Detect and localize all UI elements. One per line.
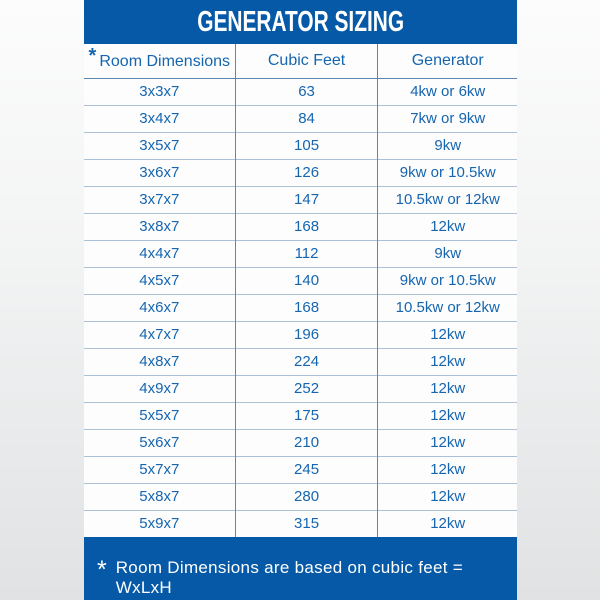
table-row [84,429,517,456]
room-dimensions-cell: 3x3x7 [84,78,235,105]
generator-cell: 12kw [378,483,517,510]
table-row [84,159,517,186]
table-row [84,294,517,321]
column-header-label: Generator [411,51,484,69]
room-dimensions-cell: 4x5x7 [84,267,235,294]
room-dimensions-cell: 5x5x7 [84,402,235,429]
cubic-feet-cell: 112 [235,240,378,267]
generator-cell: 12kw [378,402,517,429]
generator-cell: 12kw [378,321,517,348]
cubic-feet-cell: 280 [235,483,378,510]
column-header-label: Room Dimensions [99,53,231,71]
room-dimensions-cell: 3x4x7 [84,105,235,132]
column-header-room-dimensions [84,44,235,78]
footnote [84,537,517,600]
generator-cell: 7kw or 9kw [378,105,517,132]
table-header [84,44,517,78]
page-title: GENERATOR SIZING [197,5,404,38]
column-header-label: Cubic Feet [267,51,346,69]
generator-cell: 4kw or 6kw [378,78,517,105]
generator-cell: 12kw [378,375,517,402]
room-dimensions-cell: 5x6x7 [84,429,235,456]
table-row [84,267,517,294]
generator-cell: 9kw [378,240,517,267]
room-dimensions-cell: 3x8x7 [84,213,235,240]
table-row [84,78,517,105]
room-dimensions-cell: 4x9x7 [84,375,235,402]
room-dimensions-cell: 4x6x7 [84,294,235,321]
asterisk-marker: * [88,45,97,68]
cubic-feet-cell: 252 [235,375,378,402]
table-row [84,375,517,402]
asterisk-marker: * [97,556,107,584]
generator-sizing-poster [84,0,517,600]
generator-cell: 10.5kw or 12kw [378,186,517,213]
footnote-text: Room Dimensions are based on cubic feet = WxLxH [115,558,464,597]
cubic-feet-cell: 84 [235,105,378,132]
cubic-feet-cell: 126 [235,159,378,186]
room-dimensions-cell: 4x8x7 [84,348,235,375]
cubic-feet-cell: 224 [235,348,378,375]
table-row [84,456,517,483]
generator-cell: 9kw or 10.5kw [378,267,517,294]
table-row [84,510,517,537]
room-dimensions-cell: 5x7x7 [84,456,235,483]
table-row [84,348,517,375]
column-header-cubic-feet [235,44,378,78]
room-dimensions-cell: 3x6x7 [84,159,235,186]
table-header-row [84,44,517,78]
table-row [84,240,517,267]
table-row [84,186,517,213]
room-dimensions-cell: 3x5x7 [84,132,235,159]
room-dimensions-cell: 4x7x7 [84,321,235,348]
room-dimensions-cell: 5x8x7 [84,483,235,510]
room-dimensions-cell: 5x9x7 [84,510,235,537]
cubic-feet-cell: 245 [235,456,378,483]
generator-cell: 12kw [378,348,517,375]
table-row [84,132,517,159]
generator-sizing-table [84,44,517,537]
generator-cell: 9kw [378,132,517,159]
cubic-feet-cell: 168 [235,294,378,321]
generator-cell: 12kw [378,456,517,483]
generator-cell: 12kw [378,510,517,537]
table-row [84,213,517,240]
generator-cell: 12kw [378,429,517,456]
generator-cell: 12kw [378,213,517,240]
cubic-feet-cell: 175 [235,402,378,429]
generator-table-body [84,78,517,537]
column-header-generator [378,44,517,78]
generator-cell: 10.5kw or 12kw [378,294,517,321]
cubic-feet-cell: 196 [235,321,378,348]
room-dimensions-cell: 4x4x7 [84,240,235,267]
table-row [84,483,517,510]
cubic-feet-cell: 210 [235,429,378,456]
generator-cell: 9kw or 10.5kw [378,159,517,186]
title-band [84,0,517,44]
table-row [84,321,517,348]
cubic-feet-cell: 63 [235,78,378,105]
table-row [84,402,517,429]
cubic-feet-cell: 168 [235,213,378,240]
cubic-feet-cell: 140 [235,267,378,294]
cubic-feet-cell: 147 [235,186,378,213]
room-dimensions-cell: 3x7x7 [84,186,235,213]
cubic-feet-cell: 105 [235,132,378,159]
cubic-feet-cell: 315 [235,510,378,537]
table-row [84,105,517,132]
